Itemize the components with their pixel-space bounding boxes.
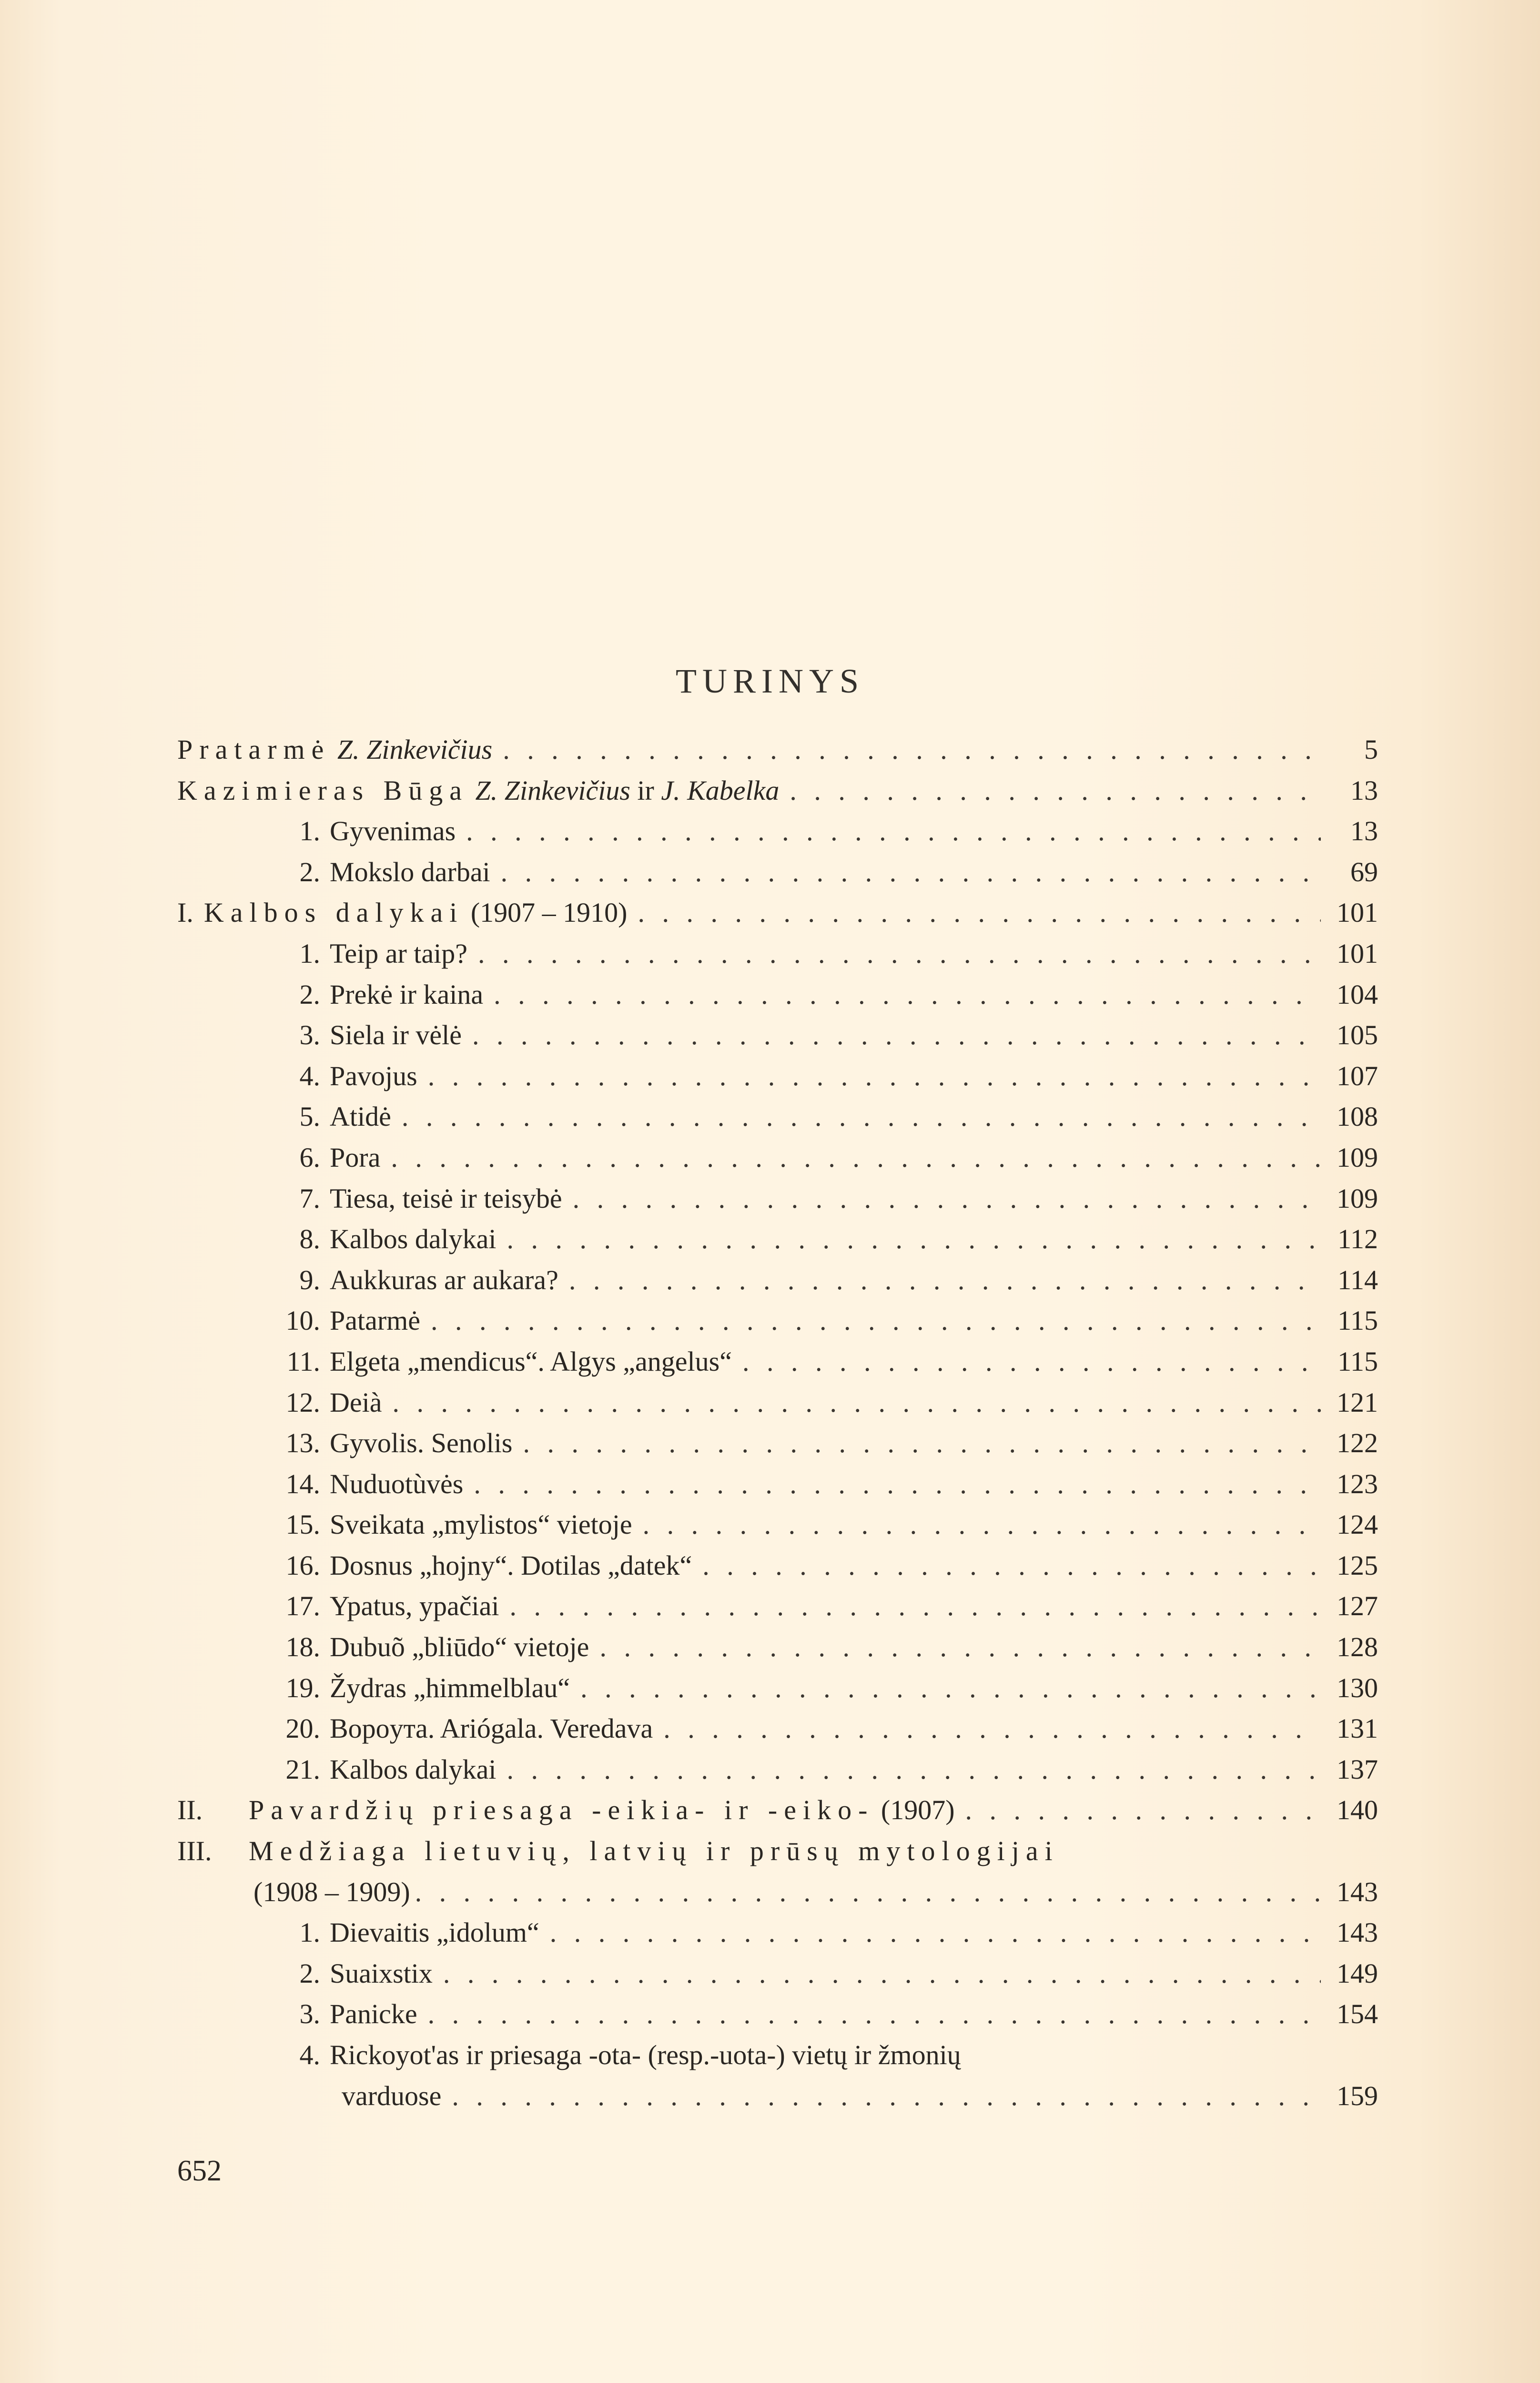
dot-leader	[431, 1300, 1321, 1341]
toc-entry[interactable]	[177, 1504, 1378, 1545]
toc-entry-number: 7.	[299, 1182, 320, 1214]
toc-page-number: 128	[1337, 1631, 1378, 1663]
toc-entry-label: Suaixstix	[330, 1957, 433, 1989]
toc-entry[interactable]	[177, 1137, 1378, 1178]
toc-entry[interactable]	[177, 1096, 1378, 1137]
toc-entry[interactable]	[177, 1708, 1378, 1749]
toc-page-number: 101	[1337, 897, 1378, 928]
toc-section-3[interactable]	[177, 1831, 1378, 1872]
toc-page-number: 131	[1337, 1713, 1378, 1744]
dot-leader	[501, 852, 1321, 893]
toc-entry-label: Sveikata „mylistos“ vietoje	[330, 1509, 632, 1540]
dot-leader	[702, 1545, 1321, 1586]
toc-entry-number: 15.	[285, 1509, 320, 1540]
toc-entry[interactable]	[177, 1056, 1378, 1097]
toc-page-number: 101	[1337, 937, 1378, 969]
toc-entry-label: Tiesa, teisė ir teisybė	[330, 1182, 562, 1214]
dot-leader	[402, 1096, 1321, 1137]
dot-leader	[569, 1260, 1321, 1301]
toc-entry-label: Pratarmė	[177, 734, 331, 765]
toc-entry-author: Z. Zinkevičius	[337, 734, 493, 765]
toc-entry-number: 2.	[299, 856, 320, 887]
toc-entry[interactable]	[177, 1912, 1378, 1953]
toc-entry-label: Prekė ir kaina	[330, 978, 484, 1010]
toc-entry-label: Nuduotùvės	[330, 1468, 464, 1499]
toc-entry-number: 19.	[285, 1672, 320, 1703]
toc-section-years: (1908 – 1909)	[253, 1876, 410, 1907]
toc-page-number: 109	[1337, 1141, 1378, 1173]
toc-page-number: 123	[1337, 1468, 1378, 1499]
toc-page-number: 149	[1337, 1957, 1378, 1989]
toc-entry-number: 13.	[285, 1427, 320, 1459]
dot-leader	[466, 811, 1321, 852]
toc-page-number: 127	[1337, 1590, 1378, 1622]
toc-entry[interactable]	[177, 1586, 1378, 1627]
toc-entry-number: 16.	[285, 1549, 320, 1581]
toc-entry-label: Deià	[330, 1386, 382, 1418]
dot-leader	[472, 1015, 1321, 1056]
toc-entry-label: Aukkuras ar aukara?	[330, 1264, 558, 1295]
toc-entry[interactable]	[177, 1341, 1378, 1382]
toc-entry-number: 2.	[299, 1957, 320, 1989]
toc-entry-number: 1.	[299, 937, 320, 969]
toc-section-number: I.	[177, 897, 193, 928]
toc-entry-number: 3.	[299, 1019, 320, 1051]
toc-page-number: 143	[1337, 1917, 1378, 1948]
toc-entry-number: 9.	[299, 1264, 320, 1295]
toc-section-number: II.	[177, 1794, 203, 1826]
toc-entry[interactable]	[177, 1749, 1378, 1790]
toc-page-number: 143	[1337, 1876, 1378, 1907]
dot-leader	[638, 892, 1321, 933]
toc-entry[interactable]	[177, 1219, 1378, 1260]
toc-page-number: 124	[1337, 1509, 1378, 1540]
toc-entry[interactable]	[177, 1953, 1378, 1994]
toc-section-1[interactable]	[177, 892, 1378, 933]
toc-entry-label: Gyvolis. Senolis	[330, 1427, 513, 1459]
toc-page-number: 159	[1337, 2080, 1378, 2111]
toc-section-years: (1907)	[881, 1794, 955, 1826]
toc-page-number: 115	[1337, 1305, 1378, 1336]
page-title: TURINYS	[675, 662, 864, 700]
toc-entry-label: Kalbos dalykai	[330, 1753, 496, 1785]
dot-leader	[550, 1912, 1321, 1953]
toc-entry-label: Gyvenimas	[330, 815, 456, 847]
dot-leader	[474, 1464, 1321, 1505]
toc-page-number: 69	[1350, 856, 1378, 887]
toc-entry-continuation[interactable]	[177, 2076, 1378, 2117]
toc-entry-label: Pora	[330, 1141, 381, 1173]
toc-entry[interactable]	[177, 1178, 1378, 1219]
toc-entry-label: Panicke	[330, 1998, 417, 2030]
dot-leader	[478, 933, 1321, 974]
toc-entry-label: Atidė	[330, 1101, 391, 1132]
toc-entry-number: 12.	[285, 1386, 320, 1418]
toc-page-number: 115	[1337, 1345, 1378, 1377]
toc-entry[interactable]	[177, 1260, 1378, 1301]
toc-entry-label: Mokslo darbai	[330, 856, 490, 887]
toc-page-number: 104	[1337, 978, 1378, 1010]
dot-leader	[443, 1953, 1321, 1994]
toc-entry-number: 14.	[285, 1468, 320, 1499]
dot-leader	[391, 1137, 1321, 1178]
toc-entry-kazimieras-buga[interactable]	[177, 770, 1378, 811]
toc-entry-number: 1.	[299, 815, 320, 847]
page-number: 652	[177, 2155, 222, 2187]
toc-entry-number: 2.	[299, 978, 320, 1010]
dot-leader	[790, 770, 1321, 811]
toc-entry-label: Teip ar taip?	[330, 937, 468, 969]
toc-section-years: (1907 – 1910)	[470, 897, 628, 928]
toc-page-number: 5	[1364, 734, 1378, 765]
toc-section-2[interactable]	[177, 1790, 1378, 1831]
toc-page-number: 112	[1337, 1223, 1378, 1255]
dot-leader	[428, 1994, 1321, 2035]
toc-section-number: III.	[177, 1835, 212, 1867]
toc-page-number: 108	[1337, 1101, 1378, 1132]
toc-entry[interactable]	[177, 933, 1378, 974]
toc-entry[interactable]	[177, 1668, 1378, 1709]
toc-entry-number: 11.	[286, 1345, 320, 1377]
dot-leader	[452, 2076, 1321, 2117]
toc-entry-label: Kalbos dalykai	[330, 1223, 496, 1255]
toc-entry-label: Siela ir vėlė	[330, 1019, 462, 1051]
dot-leader	[643, 1504, 1321, 1545]
toc-entry-number: 6.	[299, 1141, 320, 1173]
toc-page-number: 107	[1337, 1060, 1378, 1091]
toc-entry-number: 5.	[299, 1101, 320, 1132]
toc-entry[interactable]	[177, 1015, 1378, 1056]
toc-entry[interactable]	[177, 852, 1378, 893]
dot-leader	[393, 1382, 1321, 1423]
toc-entry-number: 18.	[285, 1631, 320, 1663]
toc-section-label: Kalbos dalykai	[203, 897, 464, 928]
toc-entry-number: 10.	[285, 1305, 320, 1336]
toc-entry-author: Z. Zinkevičius	[475, 774, 630, 806]
toc-entry-label: Dubuõ „bliūdo“ vietoje	[330, 1631, 589, 1663]
dot-leader	[507, 1219, 1321, 1260]
toc-entry-number: 8.	[299, 1223, 320, 1255]
toc-entry-number: 1.	[299, 1917, 320, 1948]
toc-entry[interactable]	[177, 974, 1378, 1015]
toc-entry-number: 21.	[285, 1753, 320, 1785]
table-of-contents	[177, 729, 1378, 2116]
toc-entry-number: 4.	[299, 2039, 320, 2070]
dot-leader	[742, 1341, 1321, 1382]
toc-entry-label: Ypatus, ypačiai	[330, 1590, 499, 1622]
toc-page-number: 137	[1337, 1753, 1378, 1785]
toc-page-number: 13	[1350, 815, 1378, 847]
toc-entry[interactable]	[177, 811, 1378, 852]
toc-entry[interactable]	[177, 1464, 1378, 1505]
toc-page-number: 122	[1337, 1427, 1378, 1459]
dot-leader	[494, 974, 1321, 1015]
toc-page-number: 140	[1337, 1794, 1378, 1826]
dot-leader	[415, 1872, 1321, 1913]
toc-entry[interactable]	[177, 1545, 1378, 1586]
dot-leader	[663, 1708, 1321, 1749]
toc-entry-label: Kazimieras Būga	[177, 774, 469, 806]
dot-leader	[599, 1627, 1321, 1668]
dot-leader	[580, 1668, 1321, 1709]
toc-entry-pratarme[interactable]	[177, 729, 1378, 770]
toc-page-number: 130	[1337, 1672, 1378, 1703]
dot-leader	[507, 1749, 1321, 1790]
toc-entry-number: 20.	[285, 1713, 320, 1744]
toc-entry-label: Elgeta „mendicus“. Algys „angelus“	[330, 1345, 732, 1377]
toc-page-number: 154	[1337, 1998, 1378, 2030]
toc-entry[interactable]	[177, 1994, 1378, 2035]
dot-leader	[428, 1056, 1321, 1097]
dot-leader	[965, 1790, 1321, 1831]
toc-page-number: 114	[1337, 1264, 1378, 1295]
dot-leader	[509, 1586, 1321, 1627]
toc-entry-number: 17.	[285, 1590, 320, 1622]
toc-page-number: 109	[1337, 1182, 1378, 1214]
toc-entry-label: Patarmė	[330, 1305, 421, 1336]
toc-entry-label: Pavojus	[330, 1060, 417, 1091]
toc-entry[interactable]	[177, 1627, 1378, 1668]
toc-entry-number: 4.	[299, 1060, 320, 1091]
toc-entry-author-2: J. Kabelka	[661, 774, 780, 806]
toc-entry-connector: ir	[637, 774, 654, 806]
toc-page-number: 121	[1337, 1386, 1378, 1418]
dot-leader	[503, 729, 1321, 770]
toc-entry-label: Žydras „himmelblau“	[330, 1672, 570, 1703]
toc-entry[interactable]	[177, 1382, 1378, 1423]
toc-entry-label-continuation: varduose	[342, 2080, 442, 2111]
dot-leader	[523, 1423, 1321, 1464]
toc-entry-number: 3.	[299, 1998, 320, 2030]
toc-entry-label: Dievaitis „idolum“	[330, 1917, 539, 1948]
toc-section-label: Medžiaga lietuvių, latvių ir prūsų mytologijai	[249, 1835, 1059, 1867]
dot-leader	[573, 1178, 1321, 1219]
toc-section-3-continuation[interactable]	[177, 1872, 1378, 1913]
toc-entry[interactable]	[177, 1300, 1378, 1341]
toc-page-number: 125	[1337, 1549, 1378, 1581]
toc-entry[interactable]	[177, 2035, 1378, 2076]
toc-entry[interactable]	[177, 1423, 1378, 1464]
toc-page-number: 13	[1350, 774, 1378, 806]
toc-entry-label: Dosnus „hojny“. Dotilas „datek“	[330, 1549, 692, 1581]
toc-entry-label: Bopoyтa. Ariógala. Veredava	[330, 1713, 653, 1744]
toc-entry-label: Rickoyot'as ir priesaga -ota- (resp.-uota-) vietų ir žmonių	[330, 2039, 961, 2070]
toc-page-number: 105	[1337, 1019, 1378, 1051]
toc-section-label: Pavardžių priesaga -eikia- ir -eiko-	[249, 1794, 874, 1826]
